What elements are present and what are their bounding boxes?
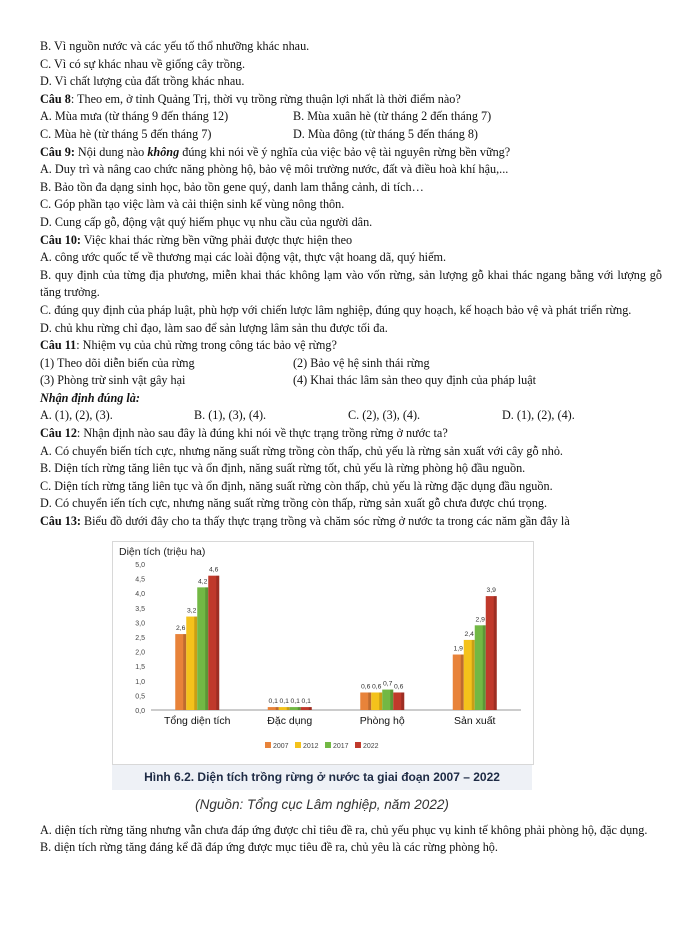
question-text: đúng khi nói về ý nghĩa của việc bảo vệ tài nguyên rừng bền vững?: [179, 144, 511, 159]
option-b: B. diện tích rừng tăng đáng kể đã đáp ứng được mục tiêu đề ra, chủ yêu là các rừng phòng hộ.: [40, 840, 498, 855]
data-label: 0,1: [290, 697, 300, 705]
data-label: 3,9: [486, 586, 496, 594]
data-label: 0,1: [268, 697, 278, 705]
bar-shade: [379, 692, 382, 710]
option-c: C. đúng quy định của pháp luật, phù hợp với chiến lược lâm nghiệp, đúng quy hoạch, kế hoạch bảo vệ và phát triển rừng.: [40, 302, 632, 317]
data-label: 0,6: [394, 683, 404, 691]
answer-line: C. Vì có sự khác nhau về giống cây trồng.: [40, 56, 246, 71]
option-b: B. Diện tích rừng tăng liên tục và ổn định, năng suất rừng tốt, chủ yếu là rừng phòng hộ đầu nguồn.: [40, 461, 526, 476]
option-d: D. Có chuyển iến tích cực, nhưng năng suất rừng trồng còn thấp, rừng sản xuất gỗ chưa được chú trọng.: [40, 496, 548, 511]
option-a: A. Mùa mưa (từ tháng 9 đến tháng 12): [40, 109, 229, 124]
option-c: C. (2), (3), (4).: [348, 408, 421, 423]
bar-shade: [368, 692, 371, 710]
option-c: C. Diện tích rừng tăng liên tục và ổn định, năng suất rừng còn thấp, chủ yếu là rừng đặc dụng đầu nguồn.: [40, 478, 553, 493]
option-a: A. Duy trì và nâng cao chức năng phòng hộ, bảo vệ môi trường nước, đất và điều hoà khí hậu,...: [40, 162, 509, 177]
bar-shade: [401, 692, 404, 710]
legend-swatch: [265, 742, 271, 748]
option-b: B. Mùa xuân hè (từ tháng 2 đến tháng 7): [293, 109, 492, 124]
bar-shade: [183, 634, 186, 710]
question-13: [40, 513, 662, 531]
y-tick-label: 3,0: [135, 620, 145, 628]
figure-source: (Nguồn: Tổng cục Lâm nghiệp, năm 2022): [195, 797, 449, 813]
y-tick-label: 0,0: [135, 707, 145, 715]
data-label: 2,9: [475, 615, 485, 623]
y-tick-label: 2,0: [135, 649, 145, 657]
question-11: [40, 337, 662, 355]
option-b: B. Bảo tồn đa dạng sinh học, bảo tồn gene quý, danh lam thắng cảnh, di tích…: [40, 179, 424, 194]
y-axis-title: Diện tích (triệu ha): [119, 545, 206, 558]
statement-3: (3) Phòng trừ sinh vật gây hại: [40, 373, 186, 388]
bar-shade: [287, 707, 290, 710]
option-b: B. quy định của từng địa phương, miễn khai thác không lạm vào vốn rừng, sản lượng gỗ khai thác ngang bằng với lượng gỗ tăng trưởng.: [40, 267, 662, 300]
data-label: 2,6: [176, 624, 186, 632]
option-a: A. Có chuyển biến tích cực, nhưng năng suất rừng trồng còn thấp, chủ yếu là rừng sản xuất với cây gỗ nhỏ.: [40, 443, 563, 458]
y-tick-label: 1,5: [135, 663, 145, 671]
statement-1: (1) Theo dõi diễn biến của rừng: [40, 355, 195, 370]
statements-row: [40, 372, 662, 390]
question-label: Câu 10:: [40, 232, 81, 247]
option-a: A. (1), (2), (3).: [40, 408, 113, 423]
question-label: Câu 12: [40, 426, 77, 441]
question-prompt: Nhận định đúng là:: [40, 390, 140, 405]
data-label: 0,1: [301, 697, 311, 705]
bar-shade: [194, 616, 197, 709]
legend-label: 2017: [333, 742, 349, 750]
options-row: [40, 108, 662, 126]
category-label: Phòng hộ: [359, 714, 405, 727]
answer-line: B. Vì nguồn nước và các yếu tố thổ nhưỡng khác nhau.: [40, 39, 310, 53]
question-text: Việc khai thác rừng bền vững phải được thực hiện theo: [80, 232, 353, 247]
question-8: [40, 91, 662, 109]
option-d: D. (1), (2), (4).: [502, 408, 575, 423]
question-text: : Nhiệm vụ của chủ rừng trong công tác bảo vệ rừng?: [76, 338, 337, 353]
data-label: 0,1: [279, 697, 289, 705]
figure-caption: Hình 6.2. Diện tích trồng rừng ở nước ta giai đoạn 2007 – 2022: [112, 765, 532, 791]
legend-label: 2012: [303, 742, 319, 750]
data-label: 1,9: [453, 645, 463, 653]
y-tick-label: 0,5: [135, 693, 145, 701]
question-text: : Nhận định nào sau đây là đúng khi nói về thực trạng trồng rừng ở nước ta?: [76, 426, 448, 441]
bar-shade: [298, 707, 301, 710]
question-label: Câu 8: [40, 91, 71, 106]
bar-shade: [390, 689, 393, 709]
data-label: 4,2: [198, 577, 208, 585]
legend-swatch: [325, 742, 331, 748]
question-text: : Theo em, ở tỉnh Quảng Trị, thời vụ trồng rừng thuận lợi nhất là thời điểm nào?: [70, 91, 461, 106]
data-label: 3,2: [187, 607, 197, 615]
bar-shade: [494, 596, 497, 710]
y-tick-label: 3,5: [135, 605, 145, 613]
option-a: A. diện tích rừng tăng nhưng vẫn chưa đáp ứng được chỉ tiêu đề ra, chủ yếu phục vụ kinh tế không phải phòng hộ, đặc dụng.: [40, 822, 648, 837]
option-c: C. Góp phần tạo việc làm và cải thiện sinh kế vùng nông thôn.: [40, 197, 345, 212]
bar-shade: [461, 654, 464, 709]
data-label: 0,6: [372, 683, 382, 691]
category-label: Sản xuất: [454, 714, 496, 727]
data-label: 4,6: [209, 566, 219, 574]
data-label: 2,4: [464, 630, 474, 638]
question-label: Câu 9:: [40, 144, 75, 159]
figure: [112, 541, 532, 814]
y-tick-label: 5,0: [135, 561, 145, 569]
category-label: Tổng diện tích: [163, 714, 231, 727]
document-page: [40, 38, 662, 857]
y-tick-label: 2,5: [135, 634, 145, 642]
bar-shade: [483, 625, 486, 710]
question-text: Nội dung nào: [74, 144, 148, 159]
y-tick-label: 4,5: [135, 576, 145, 584]
question-emphasis: không: [147, 144, 180, 159]
chart-canvas: [113, 542, 533, 764]
option-d: D. chủ khu rừng chỉ đạo, làm sao để sản lượng lâm sản thu được tối đa.: [40, 320, 388, 335]
answer-line: D. Vì chất lượng của đất trồng khác nhau.: [40, 74, 245, 89]
legend-swatch: [355, 742, 361, 748]
option-c: C. Mùa hè (từ tháng 5 đến tháng 7): [40, 126, 212, 141]
option-d: D. Cung cấp gỗ, động vật quý hiếm phục vụ nhu cầu của người dân.: [40, 214, 373, 229]
bar-shade: [472, 640, 475, 710]
bar-shade: [205, 587, 208, 710]
y-tick-label: 1,0: [135, 678, 145, 686]
category-label: Đặc dụng: [267, 714, 313, 727]
option-a: A. công ước quốc tế về thương mại các loài động vật, thực vật hoang dã, quý hiếm.: [40, 250, 447, 265]
option-b: B. (1), (3), (4).: [194, 408, 267, 423]
options-row: [40, 126, 662, 144]
question-9: [40, 144, 662, 162]
bar-shade: [216, 575, 219, 709]
bar-chart: [112, 541, 534, 765]
legend-label: 2022: [363, 742, 379, 750]
options-row: [40, 407, 662, 425]
question-label: Câu 13:: [40, 514, 81, 529]
question-text: Biểu đồ dưới đây cho ta thấy thực trạng trồng và chăm sóc rừng ở nước ta trong các năm gần đây là: [80, 514, 570, 529]
statement-2: (2) Bảo vệ hệ sinh thái rừng: [293, 355, 430, 370]
data-label: 0,6: [361, 683, 371, 691]
bar-shade: [309, 707, 312, 710]
bar-shade: [276, 707, 279, 710]
data-label: 0,7: [383, 680, 393, 688]
question-label: Câu 11: [40, 338, 77, 353]
question-10: [40, 232, 662, 250]
statement-4: (4) Khai thác lâm sản theo quy định của pháp luật: [293, 373, 537, 388]
question-12: [40, 425, 662, 443]
option-d: D. Mùa đông (từ tháng 5 đến tháng 8): [293, 126, 478, 141]
legend-label: 2007: [273, 742, 289, 750]
y-tick-label: 4,0: [135, 590, 145, 598]
legend-swatch: [295, 742, 301, 748]
statements-row: [40, 355, 662, 373]
